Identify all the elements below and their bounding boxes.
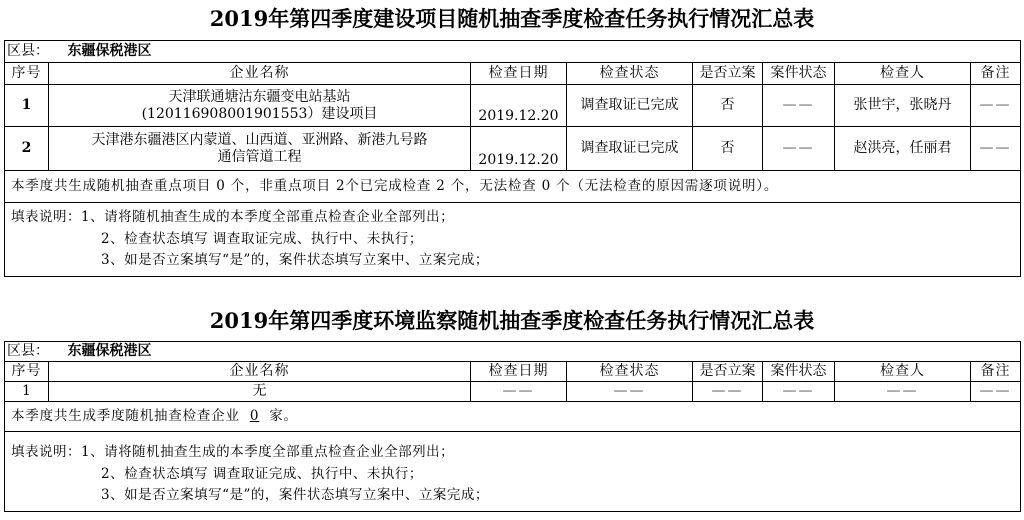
col-header-remark: 备注 (971, 362, 1021, 382)
col-header-inspector: 检查人 (835, 63, 971, 85)
table-row (5, 382, 1021, 402)
row-no: 2 (5, 127, 49, 171)
table-row (5, 127, 1021, 171)
col-header-case-status: 案件状态 (763, 362, 835, 382)
table2-summary-count: 0 (249, 407, 260, 424)
table2-district-value: 东疆保税港区 (67, 343, 152, 360)
col-header-remark: 备注 (971, 63, 1021, 85)
table1-note-1: 填表说明：1、请将随机抽查生成的本季度全部重点检查企业全部列出； (11, 209, 455, 225)
row-date: 2019.12.20 (471, 85, 567, 127)
table1-summary: 本季度共生成随机抽查重点项目 0 个，非重点项目 2个已完成检查 2 个，无法检查 0 个（无法检查的原因需逐项说明）。 (5, 171, 1021, 203)
row-status: 调查取证已完成 (567, 85, 693, 127)
table2-header-row (5, 362, 1021, 382)
table2 (4, 341, 1021, 512)
col-header-date: 检查日期 (471, 362, 567, 382)
col-header-date: 检查日期 (471, 63, 567, 85)
table1-district-label: 区县： (7, 43, 49, 60)
table1-title: 2019年第四季度建设项目随机抽查季度检查任务执行情况汇总表 (209, 6, 815, 31)
row-remark: —— (971, 382, 1021, 402)
col-header-name: 企业名称 (49, 362, 471, 382)
col-header-filed: 是否立案 (693, 63, 763, 85)
row-case-status: —— (763, 127, 835, 171)
row-filed: 否 (693, 85, 763, 127)
row-name (49, 85, 471, 127)
table2-summary-row (5, 402, 1021, 432)
table2-summary-suffix: 家。 (269, 407, 298, 424)
row-name: 无 (49, 382, 471, 402)
table2-district-row (5, 342, 1021, 362)
row-status: —— (567, 382, 693, 402)
table2-note-1: 填表说明：1、请将随机抽查生成的本季度全部重点检查企业全部列出； (11, 444, 455, 460)
row-inspector: 张世宇，张晓丹 (835, 85, 971, 127)
row-date: 2019.12.20 (471, 127, 567, 171)
row-inspector: 赵洪亮，任丽君 (835, 127, 971, 171)
row-no: 1 (5, 85, 49, 127)
row-name (49, 127, 471, 171)
col-header-no: 序号 (5, 63, 49, 85)
row-case-status: —— (763, 382, 835, 402)
table1-note-2: 2、检查状态填写 调查取证完成、执行中、未执行； (101, 230, 423, 247)
table2-district-label: 区县： (7, 343, 49, 360)
row-no: 1 (5, 382, 49, 402)
row-remark: —— (971, 127, 1021, 171)
table1-district-row (5, 41, 1021, 63)
table1-note-3: 3、如是否立案填写“是”的，案件状态填写立案中、立案完成； (101, 252, 489, 269)
table2-summary-prefix: 本季度共生成季度随机抽查检查企业 (11, 407, 240, 424)
table1 (4, 40, 1021, 277)
col-header-status: 检查状态 (567, 63, 693, 85)
table2-note-3: 3、如是否立案填写“是”的，案件状态填写立案中、立案完成； (101, 487, 489, 504)
table2-title: 2019年第四季度环境监察随机抽查季度检查任务执行情况汇总表 (209, 308, 815, 333)
col-header-filed: 是否立案 (693, 362, 763, 382)
row-date: —— (471, 382, 567, 402)
table1-notes-row (5, 203, 1021, 277)
row-name-line1: 天津港东疆港区内蒙道、山西道、亚洲路、新港九号路 (91, 132, 428, 149)
row-name-line1: 天津联通塘沽东疆变电站基站 (168, 89, 351, 106)
row-inspector: —— (835, 382, 971, 402)
table-row (5, 85, 1021, 127)
col-header-inspector: 检查人 (835, 362, 971, 382)
table2-notes-row (5, 432, 1021, 512)
table2-note-2: 2、检查状态填写 调查取证完成、执行中、未执行； (101, 465, 423, 482)
row-case-status: —— (763, 85, 835, 127)
row-remark: —— (971, 85, 1021, 127)
row-name-line2: 通信管道工程 (217, 148, 302, 165)
table1-summary-row (5, 171, 1021, 203)
col-header-status: 检查状态 (567, 362, 693, 382)
row-name-line2: (120116908001901553）建设项目 (141, 105, 378, 122)
row-filed: 否 (693, 127, 763, 171)
row-status: 调查取证已完成 (567, 127, 693, 171)
table1-header-row (5, 63, 1021, 85)
row-filed: —— (693, 382, 763, 402)
col-header-name: 企业名称 (49, 63, 471, 85)
col-header-no: 序号 (5, 362, 49, 382)
table1-district-value: 东疆保税港区 (67, 43, 152, 60)
col-header-case-status: 案件状态 (763, 63, 835, 85)
